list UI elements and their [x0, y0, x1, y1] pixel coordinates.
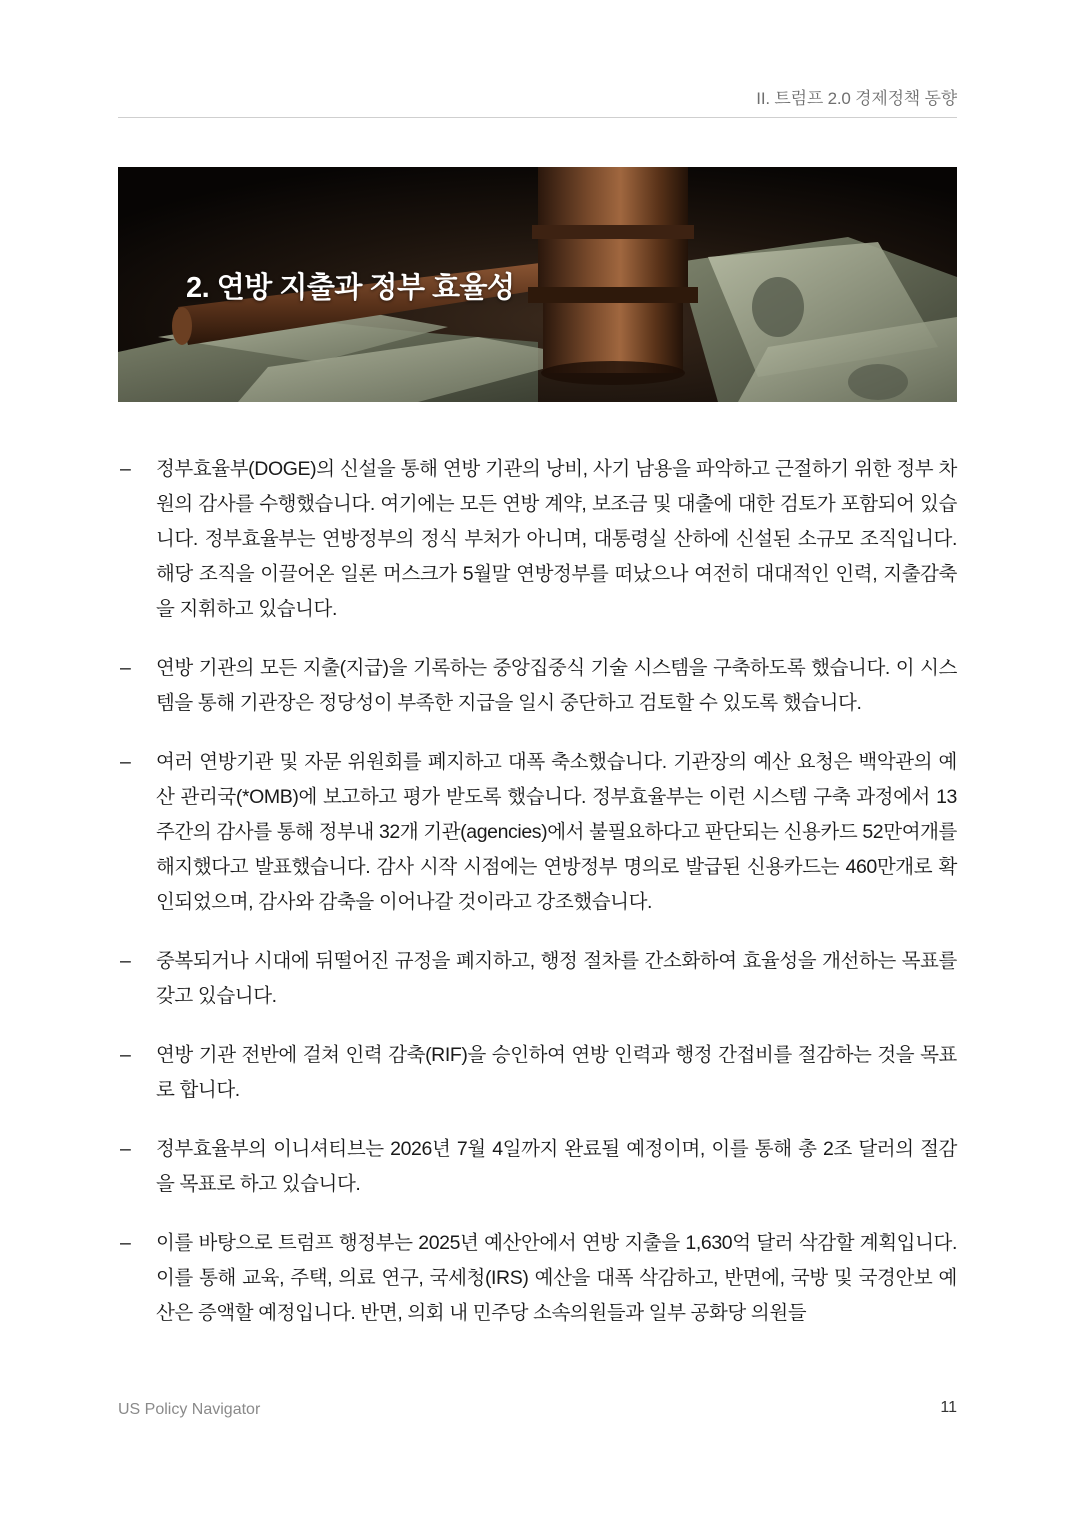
list-item	[118, 745, 957, 920]
section-title: 2. 연방 지출과 정부 효율성	[186, 272, 515, 304]
bullet-dash: –	[120, 657, 131, 679]
list-item	[118, 1038, 957, 1108]
list-item	[118, 1226, 957, 1331]
bullet-text: 중복되거나 시대에 뒤떨어진 규정을 폐지하고, 행정 절차를 간소화하여 효율성을 개선하는 목표를 갖고 있습니다.	[156, 950, 957, 1007]
running-header: II. 트럼프 2.0 경제정책 동향	[756, 89, 957, 108]
bullet-dash: –	[120, 751, 131, 773]
bullet-text: 이를 바탕으로 트럼프 행정부는 2025년 예산안에서 연방 지출을 1,630억 달러 삭감할 계획입니다. 이를 통해 교육, 주택, 의료 연구, 국세청(IRS) 예산을 대폭 삭감하고, 반면에, 국방 및 국경안보 예산은 증액할 예정입니다. 반면, 의회 내 민주당 소속의원들과 일부 공화당 의원들	[156, 1232, 957, 1324]
bullet-text: 정부효율부(DOGE)의 신설을 통해 연방 기관의 낭비, 사기 남용을 파악하고 근절하기 위한 정부 차원의 감사를 수행했습니다. 여기에는 모든 연방 계약, 보조금 및 대출에 대한 검토가 포함되어 있습니다. 정부효율부는 연방정부의 정식 부처가 아니며, 대통령실 산하에 신설된 소규모 조직입니다. 해당 조직을 이끌어온 일론 머스크가 5월말 연방정부를 떠났으나 여전히 대대적인 인력, 지출감축을 지휘하고 있습니다.	[156, 458, 957, 620]
publication-name: US Policy Navigator	[118, 1401, 261, 1418]
bullet-dash: –	[120, 950, 131, 972]
bullet-dash: –	[120, 1138, 131, 1160]
list-item	[118, 452, 957, 627]
bullet-list	[118, 452, 957, 1355]
bullet-text: 정부효율부의 이니셔티브는 2026년 7월 4일까지 완료될 예정이며, 이를 통해 총 2조 달러의 절감을 목표로 하고 있습니다.	[156, 1138, 957, 1195]
list-item	[118, 1132, 957, 1202]
bullet-text: 여러 연방기관 및 자문 위원회를 폐지하고 대폭 축소했습니다. 기관장의 예산 요청은 백악관의 예산 관리국(*OMB)에 보고하고 평가 받도록 했습니다. 정부효율부는 이런 시스템 구축 과정에서 13주간의 감사를 통해 정부내 32개 기관(agencies)에서 불필요하다고 판단되는 신용카드 52만여개를 해지했다고 발표했습니다. 감사 시작 시점에는 연방정부 명의로 발급된 신용카드는 460만개로 확인되었으며, 감사와 감축을 이어나갈 것이라고 강조했습니다.	[156, 751, 957, 913]
header-divider	[118, 117, 957, 118]
section-banner	[118, 167, 957, 402]
list-item	[118, 944, 957, 1014]
page-number: 11	[940, 1399, 957, 1416]
bullet-text: 연방 기관의 모든 지출(지급)을 기록하는 중앙집중식 기술 시스템을 구축하도록 했습니다. 이 시스템을 통해 기관장은 정당성이 부족한 지급을 일시 중단하고 검토할 수 있도록 했습니다.	[156, 657, 957, 714]
list-item	[118, 651, 957, 721]
bullet-dash: –	[120, 1044, 131, 1066]
bullet-dash: –	[120, 458, 131, 480]
bullet-dash: –	[120, 1232, 131, 1254]
bullet-text: 연방 기관 전반에 걸쳐 인력 감축(RIF)을 승인하여 연방 인력과 행정 간접비를 절감하는 것을 목표로 합니다.	[156, 1044, 957, 1101]
